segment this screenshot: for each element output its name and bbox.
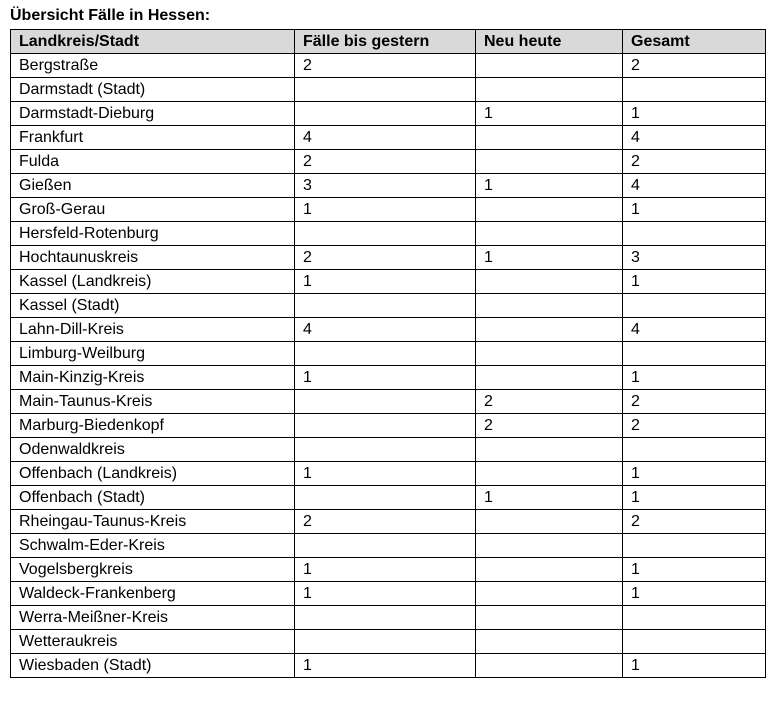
cell-new-today: 2 (476, 414, 623, 438)
cell-total: 1 (623, 654, 766, 678)
cell-new-today (476, 150, 623, 174)
cell-cases-until-yesterday: 4 (295, 126, 476, 150)
cell-total: 1 (623, 270, 766, 294)
table-row (11, 78, 766, 102)
cell-district: Kassel (Stadt) (11, 294, 295, 318)
cell-district: Schwalm-Eder-Kreis (11, 534, 295, 558)
cell-total: 3 (623, 246, 766, 270)
column-header-new-today: Neu heute (476, 30, 623, 54)
cell-district: Limburg-Weilburg (11, 342, 295, 366)
cell-district: Vogelsbergkreis (11, 558, 295, 582)
table-row (11, 510, 766, 534)
cell-total (623, 78, 766, 102)
table-row (11, 150, 766, 174)
cell-total: 1 (623, 462, 766, 486)
table-row (11, 246, 766, 270)
cell-cases-until-yesterday: 1 (295, 582, 476, 606)
table-row (11, 654, 766, 678)
cell-cases-until-yesterday (295, 294, 476, 318)
cell-total (623, 222, 766, 246)
cell-district: Darmstadt (Stadt) (11, 78, 295, 102)
cell-cases-until-yesterday: 2 (295, 246, 476, 270)
table-row (11, 318, 766, 342)
cell-district: Main-Taunus-Kreis (11, 390, 295, 414)
cell-district: Odenwaldkreis (11, 438, 295, 462)
cell-cases-until-yesterday: 1 (295, 654, 476, 678)
table-row (11, 462, 766, 486)
table-row (11, 294, 766, 318)
cell-cases-until-yesterday (295, 486, 476, 510)
cell-new-today (476, 54, 623, 78)
cell-new-today (476, 438, 623, 462)
cell-new-today (476, 78, 623, 102)
cell-cases-until-yesterday (295, 438, 476, 462)
cell-total: 2 (623, 414, 766, 438)
cell-district: Kassel (Landkreis) (11, 270, 295, 294)
cell-total: 1 (623, 198, 766, 222)
cell-total: 1 (623, 486, 766, 510)
table-body (11, 54, 766, 678)
table-row (11, 174, 766, 198)
cell-new-today (476, 630, 623, 654)
cell-total: 4 (623, 318, 766, 342)
cell-new-today: 1 (476, 246, 623, 270)
table-row (11, 54, 766, 78)
cell-total (623, 342, 766, 366)
cell-cases-until-yesterday (295, 222, 476, 246)
cell-district: Darmstadt-Dieburg (11, 102, 295, 126)
table-row (11, 198, 766, 222)
cell-new-today (476, 606, 623, 630)
cell-cases-until-yesterday (295, 102, 476, 126)
table-row (11, 102, 766, 126)
column-header-district: Landkreis/Stadt (11, 30, 295, 54)
cell-district: Fulda (11, 150, 295, 174)
cell-new-today (476, 270, 623, 294)
table-header-row (11, 30, 766, 54)
cell-total: 1 (623, 366, 766, 390)
table-row (11, 606, 766, 630)
cell-new-today (476, 222, 623, 246)
cell-cases-until-yesterday: 4 (295, 318, 476, 342)
cell-total: 2 (623, 54, 766, 78)
table-row (11, 486, 766, 510)
cell-district: Frankfurt (11, 126, 295, 150)
cell-cases-until-yesterday: 2 (295, 150, 476, 174)
cell-new-today (476, 294, 623, 318)
cell-total (623, 294, 766, 318)
cases-table (10, 29, 766, 678)
cell-total: 2 (623, 150, 766, 174)
cell-total (623, 606, 766, 630)
cell-district: Waldeck-Frankenberg (11, 582, 295, 606)
column-header-total: Gesamt (623, 30, 766, 54)
cell-new-today (476, 198, 623, 222)
cell-new-today (476, 462, 623, 486)
cell-district: Main-Kinzig-Kreis (11, 366, 295, 390)
cell-cases-until-yesterday: 1 (295, 198, 476, 222)
cell-total: 2 (623, 510, 766, 534)
cell-district: Hochtaunuskreis (11, 246, 295, 270)
cell-cases-until-yesterday: 3 (295, 174, 476, 198)
cell-new-today: 2 (476, 390, 623, 414)
cell-new-today (476, 342, 623, 366)
cell-district: Offenbach (Stadt) (11, 486, 295, 510)
cell-cases-until-yesterday: 1 (295, 558, 476, 582)
cell-cases-until-yesterday (295, 606, 476, 630)
table-row (11, 558, 766, 582)
table-row (11, 390, 766, 414)
cell-district: Marburg-Biedenkopf (11, 414, 295, 438)
cell-new-today (476, 126, 623, 150)
table-row (11, 630, 766, 654)
cell-cases-until-yesterday: 1 (295, 462, 476, 486)
table-row (11, 342, 766, 366)
cell-new-today (476, 510, 623, 534)
cell-district: Bergstraße (11, 54, 295, 78)
cell-cases-until-yesterday: 1 (295, 366, 476, 390)
table-row (11, 582, 766, 606)
cell-new-today (476, 654, 623, 678)
table-row (11, 126, 766, 150)
table-row (11, 366, 766, 390)
cell-total: 1 (623, 582, 766, 606)
column-header-cases-until-yesterday: Fälle bis gestern (295, 30, 476, 54)
table-row (11, 222, 766, 246)
cell-new-today (476, 366, 623, 390)
cell-district: Rheingau-Taunus-Kreis (11, 510, 295, 534)
cell-total (623, 534, 766, 558)
cell-new-today (476, 318, 623, 342)
cell-new-today (476, 534, 623, 558)
cell-district: Lahn-Dill-Kreis (11, 318, 295, 342)
cell-new-today (476, 558, 623, 582)
cell-cases-until-yesterday: 2 (295, 54, 476, 78)
cell-total: 1 (623, 102, 766, 126)
page-title: Übersicht Fälle in Hessen: (10, 7, 211, 24)
cell-total: 4 (623, 174, 766, 198)
table-row (11, 414, 766, 438)
table-row (11, 534, 766, 558)
cell-district: Wiesbaden (Stadt) (11, 654, 295, 678)
cell-cases-until-yesterday (295, 630, 476, 654)
table-row (11, 270, 766, 294)
cell-total: 1 (623, 558, 766, 582)
cell-cases-until-yesterday (295, 78, 476, 102)
cell-total: 4 (623, 126, 766, 150)
cell-new-today: 1 (476, 102, 623, 126)
cell-cases-until-yesterday (295, 414, 476, 438)
cell-cases-until-yesterday (295, 342, 476, 366)
table-row (11, 438, 766, 462)
cell-cases-until-yesterday (295, 534, 476, 558)
cell-district: Gießen (11, 174, 295, 198)
cell-cases-until-yesterday: 2 (295, 510, 476, 534)
cell-total: 2 (623, 390, 766, 414)
cell-district: Groß-Gerau (11, 198, 295, 222)
cell-new-today (476, 582, 623, 606)
cell-total (623, 438, 766, 462)
cell-cases-until-yesterday (295, 390, 476, 414)
cell-new-today: 1 (476, 486, 623, 510)
cell-district: Werra-Meißner-Kreis (11, 606, 295, 630)
cell-total (623, 630, 766, 654)
cell-new-today: 1 (476, 174, 623, 198)
cell-district: Hersfeld-Rotenburg (11, 222, 295, 246)
cell-cases-until-yesterday: 1 (295, 270, 476, 294)
cell-district: Wetteraukreis (11, 630, 295, 654)
cell-district: Offenbach (Landkreis) (11, 462, 295, 486)
